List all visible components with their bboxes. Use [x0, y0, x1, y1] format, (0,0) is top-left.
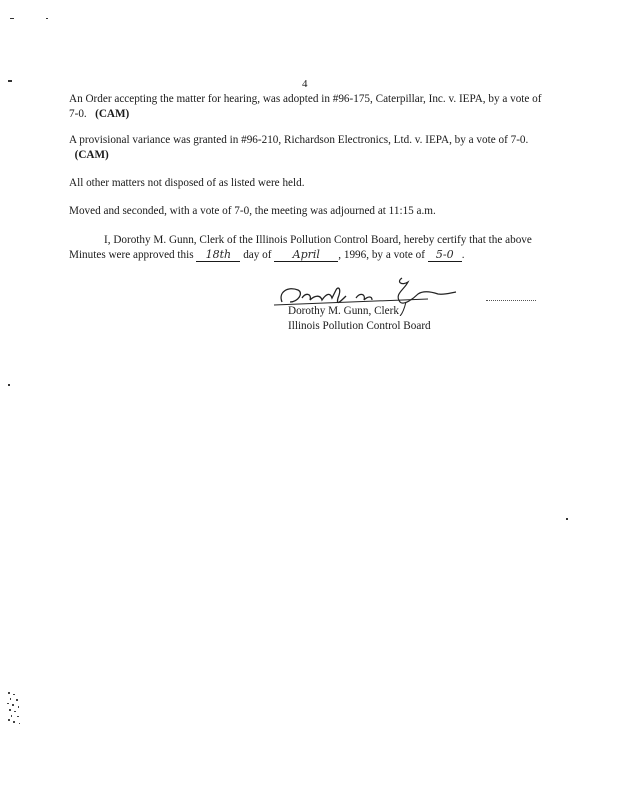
scan-speck	[566, 518, 568, 520]
certification-text: , 1996, by a vote of	[338, 249, 425, 261]
paragraph-text: A provisional variance was granted in #96-210, Richardson Electronics, Ltd. v. IEPA, by a vote of 7-0.	[69, 134, 529, 146]
handwritten-day: 18th	[196, 249, 240, 262]
certification-text: I, Dorothy M. Gunn, Clerk of the Illinois Pollution Control Board, hereby certify that the above Minutes were approved this	[69, 234, 532, 261]
scan-speck	[46, 18, 48, 19]
signer-name: Dorothy M. Gunn, Clerk	[288, 305, 399, 317]
scan-speck	[8, 384, 10, 386]
handwritten-vote: 5-0	[428, 249, 462, 262]
scan-speck	[8, 80, 12, 82]
paragraph-other-matters: All other matters not disposed of as listed were held.	[69, 177, 305, 189]
paragraph-caterpillar-order	[69, 92, 549, 122]
paragraph-richardson-variance	[69, 133, 549, 163]
scan-speck	[10, 18, 14, 19]
certification-statement	[69, 233, 549, 263]
initials-tag: (CAM)	[95, 108, 130, 120]
certification-text: .	[461, 249, 465, 261]
scan-noise	[6, 690, 24, 726]
dotted-line	[486, 300, 536, 301]
certification-text: day of	[243, 249, 272, 261]
signer-title: Illinois Pollution Control Board	[288, 320, 431, 332]
paragraph-text: An Order accepting the matter for hearing, was adopted in #96-175, Caterpillar, Inc. v. IEPA, by a vote of 7-0.	[69, 93, 542, 120]
paragraph-adjournment: Moved and seconded, with a vote of 7-0, the meeting was adjourned at 11:15 a.m.	[69, 205, 436, 217]
signature-block	[288, 304, 431, 334]
handwritten-month: April	[274, 249, 338, 262]
initials-tag: (CAM)	[74, 149, 109, 161]
page-number: 4	[302, 78, 308, 90]
